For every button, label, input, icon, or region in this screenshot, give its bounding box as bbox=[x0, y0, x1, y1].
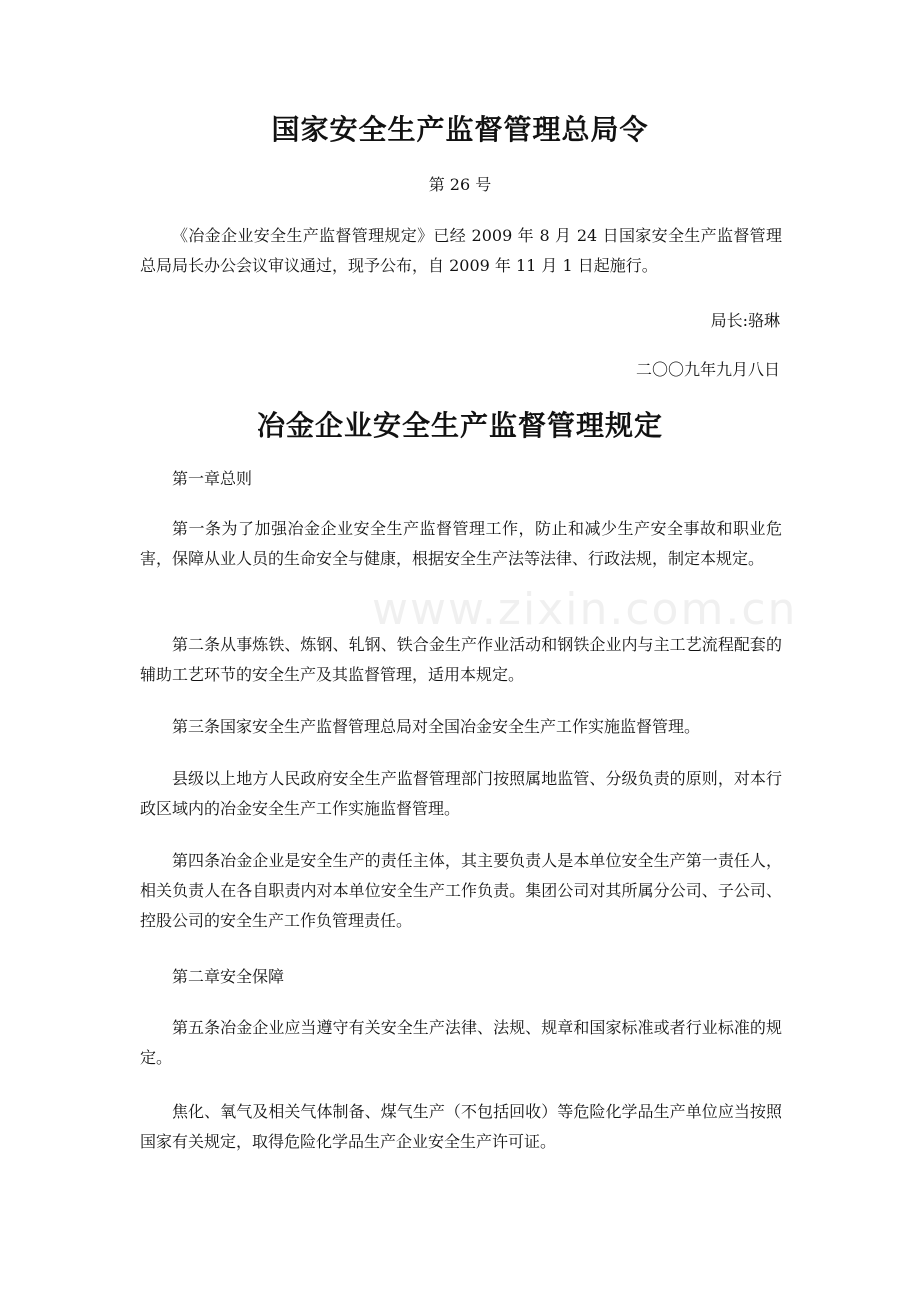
chapter-heading-1: 第一章总则 bbox=[172, 469, 253, 488]
decree-title: 国家安全生产监督管理总局令 bbox=[271, 113, 649, 146]
article-5: 第五条冶金企业应当遵守有关安全生产法律、法规、规章和国家标准或者行业标准的规定。 bbox=[140, 1018, 782, 1067]
decree-number: 第 26 号 bbox=[428, 175, 492, 194]
regulation-title: 冶金企业安全生产监督管理规定 bbox=[256, 409, 663, 442]
article-1: 第一条为了加强冶金企业安全生产监督管理工作，防止和减少生产安全事故和职业危害，保障从业人员的生命安全与健康，根据安全生产法等法律、行政法规，制定本规定。 bbox=[140, 519, 782, 568]
watermark-text: www.zixin.com.cn bbox=[372, 584, 798, 635]
decree-date: 二〇〇九年九月八日 bbox=[635, 360, 780, 379]
article-5-paragraph-2: 焦化、氧气及相关气体制备、煤气生产（不包括回收）等危险化学品生产单位应当按照国家有关规定，取得危险化学品生产企业安全生产许可证。 bbox=[140, 1102, 782, 1151]
chapter-heading-2: 第二章安全保障 bbox=[172, 967, 285, 986]
article-2: 第二条从事炼铁、炼钢、轧钢、铁合金生产作业活动和钢铁企业内与主工艺流程配套的辅助工艺环节的安全生产及其监督管理，适用本规定。 bbox=[140, 635, 782, 684]
article-4: 第四条冶金企业是安全生产的责任主体，其主要负责人是本单位安全生产第一责任人，相关负责人在各自职责内对本单位安全生产工作负责。集团公司对其所属分公司、子公司、控股公司的安全生产工作负管理责任。 bbox=[140, 851, 782, 930]
article-3: 第三条国家安全生产监督管理总局对全国冶金安全生产工作实施监督管理。 bbox=[172, 717, 701, 736]
article-3-paragraph-2: 县级以上地方人民政府安全生产监督管理部门按照属地监管、分级负责的原则，对本行政区域内的冶金安全生产工作实施监督管理。 bbox=[140, 769, 782, 818]
signature-line: 局长:骆琳 bbox=[710, 311, 780, 330]
announcement-paragraph: 《冶金企业安全生产监督管理规定》已经 2009 年 8 月 24 日国家安全生产监督管理总局局长办公会议审议通过，现予公布，自 2009 年 11 月 1 日起施行。 bbox=[140, 226, 782, 275]
